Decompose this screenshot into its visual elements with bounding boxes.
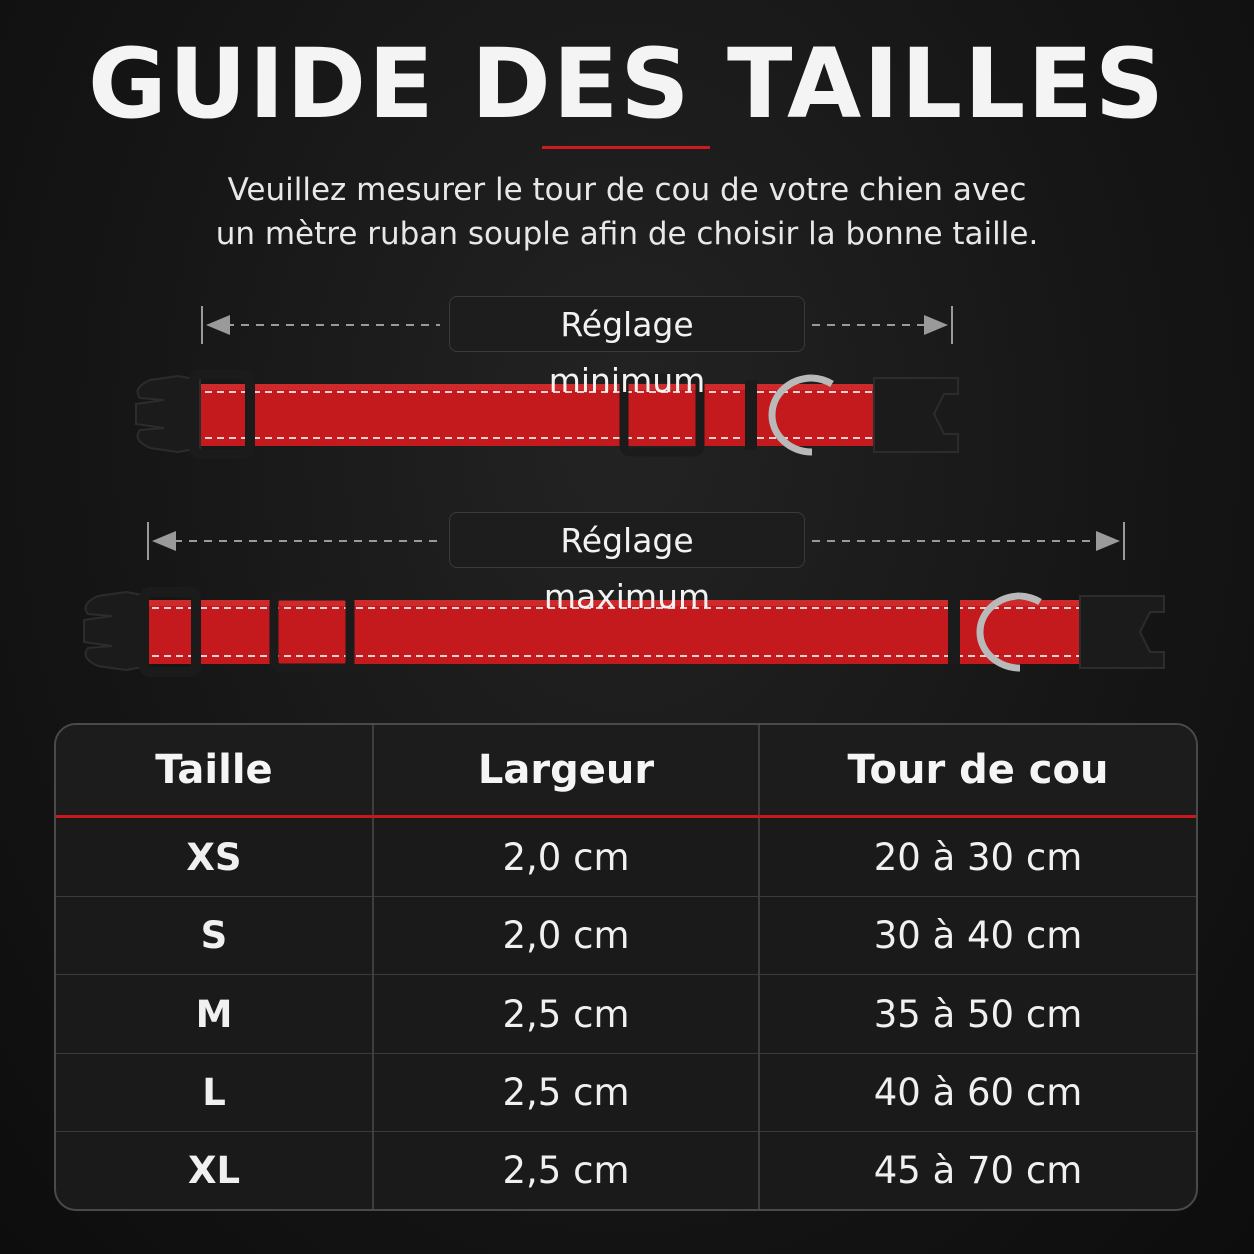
width-cell: 2,0 cm bbox=[373, 817, 759, 897]
size-cell: XS bbox=[186, 835, 242, 879]
neck-cell: 45 à 70 cm bbox=[759, 1132, 1196, 1209]
table-header-row bbox=[56, 725, 1196, 817]
table-row bbox=[56, 817, 1196, 897]
width-cell: 2,5 cm bbox=[373, 975, 759, 1053]
header-neck: Tour de cou bbox=[759, 725, 1196, 817]
size-cell: L bbox=[56, 1053, 373, 1131]
width-cell: 2,5 cm bbox=[373, 1053, 759, 1131]
page-title: GUIDE DES TAILLES bbox=[87, 28, 1167, 140]
table-row bbox=[56, 1053, 1196, 1131]
size-cell: S bbox=[56, 897, 373, 975]
size-table bbox=[54, 723, 1198, 1211]
neck-cell: 40 à 60 cm bbox=[759, 1053, 1196, 1131]
table-row bbox=[56, 897, 1196, 975]
header-width: Largeur bbox=[373, 725, 759, 817]
width-cell: 2,0 cm bbox=[373, 897, 759, 975]
instructions-line-1: Veuillez mesurer le tour de cou de votre chien avec bbox=[227, 172, 1027, 208]
neck-cell: 35 à 50 cm bbox=[759, 975, 1196, 1053]
neck-cell: 30 à 40 cm bbox=[759, 897, 1196, 975]
maximum-adjustment-label: Réglage maximum bbox=[449, 512, 805, 568]
minimum-adjustment-label: Réglage minimum bbox=[449, 296, 805, 352]
header-size: Taille bbox=[56, 725, 373, 817]
size-cell: XL bbox=[56, 1132, 373, 1209]
instructions-line-2: un mètre ruban souple afin de choisir la bonne taille. bbox=[215, 216, 1039, 252]
table-row bbox=[56, 1132, 1196, 1209]
table-row bbox=[56, 975, 1196, 1053]
width-cell: 2,5 cm bbox=[373, 1132, 759, 1209]
neck-cell: 20 à 30 cm bbox=[759, 817, 1196, 897]
size-cell: M bbox=[56, 975, 373, 1053]
collar-minimum bbox=[136, 374, 958, 454]
